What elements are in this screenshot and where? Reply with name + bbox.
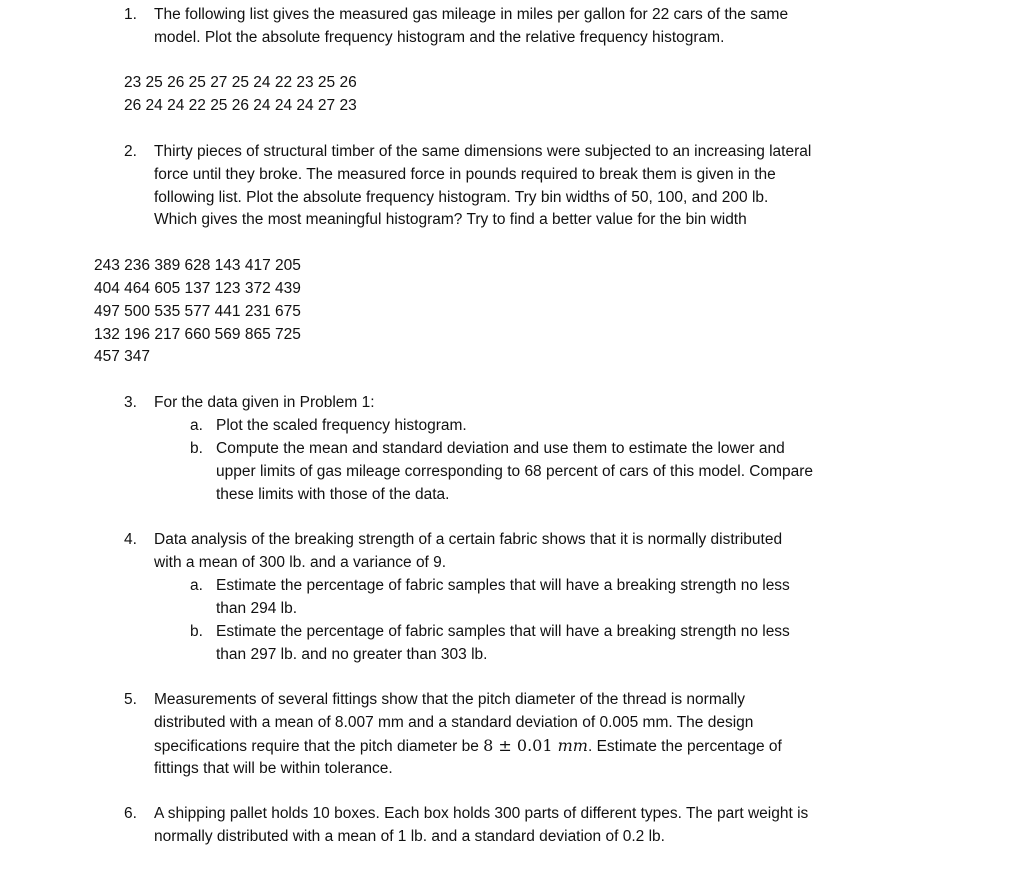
problem-text-line: with a mean of 300 lb. and a variance of 9.	[154, 554, 447, 571]
problem-text-line: following list. Plot the absolute frequency histogram. Try bin widths of 50, 100, and 200 lb.	[154, 189, 769, 206]
data-row: 243 236 389 628 143 417 205	[94, 257, 301, 274]
part-text-line: than 297 lb. and no greater than 303 lb.	[216, 646, 488, 663]
problem-text-segment: specifications require that the pitch diameter be	[154, 738, 479, 755]
data-row: 23 25 26 25 27 25 24 22 23 25 26	[124, 74, 357, 91]
part-label: b.	[190, 623, 203, 640]
problem-number: 1.	[124, 6, 137, 23]
problem-text-line: normally distributed with a mean of 1 lb. and a standard deviation of 0.2 lb.	[154, 828, 665, 845]
problem-text-line: force until they broke. The measured force in pounds required to break them is given in the	[154, 166, 776, 183]
math-value: 8 ± 0.01	[483, 736, 553, 755]
problem-text-line: Data analysis of the breaking strength of a certain fabric shows that it is normally distributed	[154, 531, 783, 548]
problem-text-line: distributed with a mean of 8.007 mm and a standard deviation of 0.005 mm. The design	[154, 714, 754, 731]
problem-text-line: A shipping pallet holds 10 boxes. Each box holds 300 parts of different types. The part weight is	[154, 805, 809, 822]
part-text-line: these limits with those of the data.	[216, 486, 450, 503]
problem-text-line-with-math	[154, 735, 782, 758]
problem-text-line: Which gives the most meaningful histogram? Try to find a better value for the bin width	[154, 211, 747, 228]
problem-text-line: Thirty pieces of structural timber of the same dimensions were subjected to an increasing lateral	[154, 143, 812, 160]
problem-text-line: The following list gives the measured gas mileage in miles per gallon for 22 cars of the same	[154, 6, 789, 23]
data-row: 132 196 217 660 569 865 725	[94, 326, 301, 343]
problem-text-line: For the data given in Problem 1:	[154, 394, 375, 411]
part-text-line: than 294 lb.	[216, 600, 298, 617]
tolerance-math	[483, 736, 588, 755]
problem-number: 4.	[124, 531, 137, 548]
part-text-line: upper limits of gas mileage corresponding to 68 percent of cars of this model. Compare	[216, 463, 814, 480]
part-text-line: Plot the scaled frequency histogram.	[216, 417, 467, 434]
part-label: a.	[190, 417, 203, 434]
math-unit: mm	[557, 736, 588, 755]
part-text-line: Estimate the percentage of fabric samples that will have a breaking strength no less	[216, 623, 790, 640]
part-label: b.	[190, 440, 203, 457]
problem-text-line: fittings that will be within tolerance.	[154, 760, 393, 777]
data-row: 404 464 605 137 123 372 439	[94, 280, 301, 297]
problem-text-line: model. Plot the absolute frequency histogram and the relative frequency histogram.	[154, 29, 725, 46]
part-text-line: Estimate the percentage of fabric samples that will have a breaking strength no less	[216, 577, 790, 594]
problem-number: 5.	[124, 691, 137, 708]
part-label: a.	[190, 577, 203, 594]
problem-text-line: Measurements of several fittings show that the pitch diameter of the thread is normally	[154, 691, 746, 708]
problem-number: 2.	[124, 143, 137, 160]
problem-text-segment: . Estimate the percentage of	[587, 738, 782, 755]
data-row: 497 500 535 577 441 231 675	[94, 303, 301, 320]
problem-number: 3.	[124, 394, 137, 411]
data-row: 457 347	[94, 348, 151, 365]
part-text-line: Compute the mean and standard deviation and use them to estimate the lower and	[216, 440, 785, 457]
problem-number: 6.	[124, 805, 137, 822]
data-row: 26 24 24 22 25 26 24 24 24 27 23	[124, 97, 357, 114]
